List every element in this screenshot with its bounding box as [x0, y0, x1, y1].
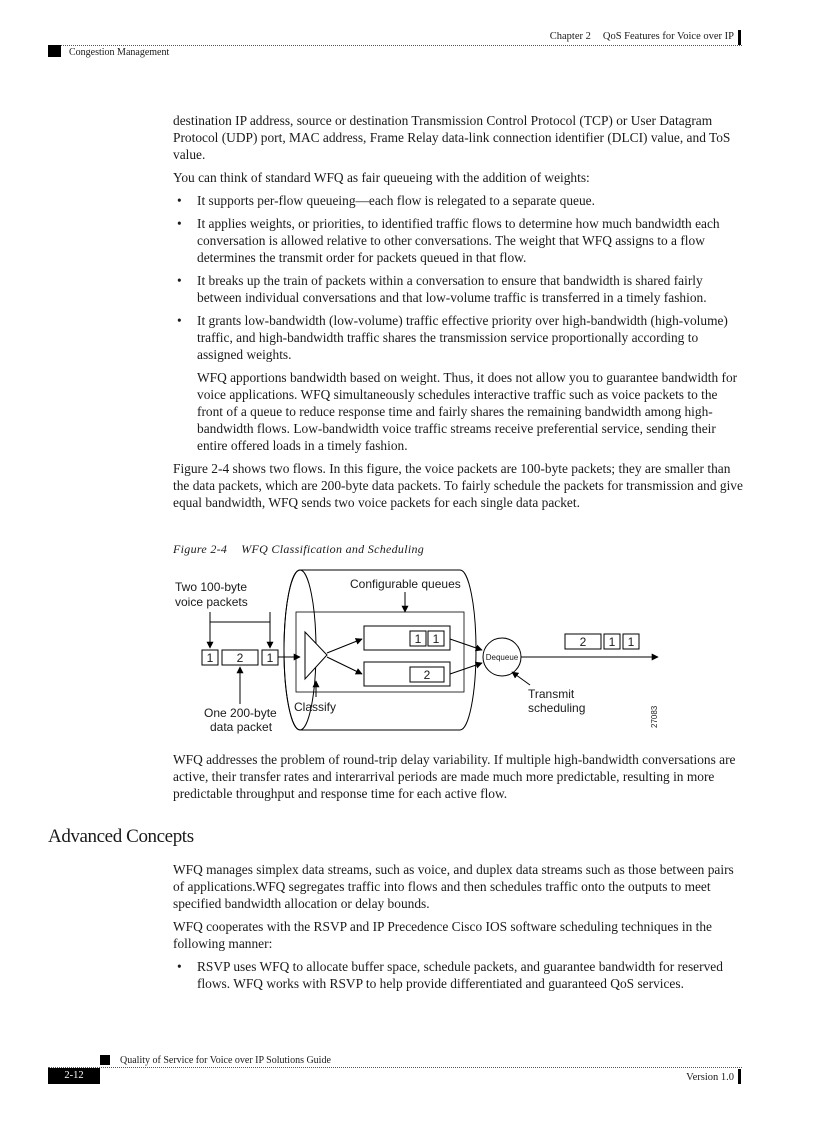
after-figure-paragraph: WFQ addresses the problem of round-trip delay variability. If multiple high-bandwidth conversations are active, their transfer rates and interarrival periods are made much more predictable, resulting in more predictable throughput and response time for each active flow.	[173, 752, 736, 801]
list-item: • It applies weights, or priorities, to identified traffic flows to determine how much bandwidth each conversation is allowed relative to other conversations. The weight that WFQ assigns to a flow determines the transmit order for packets queued in that flow.	[173, 215, 743, 266]
classify-to-voice-arrow	[327, 639, 362, 653]
section-heading: Advanced Concepts	[48, 826, 194, 847]
dequeue-label: Dequeue	[485, 653, 519, 662]
list-item: • It breaks up the train of packets within a conversation to ensure that bandwidth is shared fairly between individual conversations and that low-volume traffic is transferred in a timely fashion.	[173, 272, 743, 306]
voice-to-dequeue-arrow	[450, 639, 482, 650]
section-paragraph: WFQ cooperates with the RSVP and IP Precedence Cisco IOS software scheduling techniques in the following manner:	[173, 919, 712, 951]
header-edge-bar	[738, 30, 741, 45]
figure-title: WFQ Classification and Scheduling	[241, 542, 425, 556]
body-text-after-figure	[173, 751, 743, 808]
data-to-dequeue-arrow	[450, 663, 482, 674]
guide-title: Quality of Service for Voice over IP Solutions Guide	[120, 1055, 331, 1066]
list-item: • RSVP uses WFQ to allocate buffer space, schedule packets, and guarantee bandwidth for reserved flows. WFQ works with RSVP to help provide differentiated and guaranteed QoS services.	[173, 958, 743, 992]
body-text-section	[173, 861, 743, 998]
voice-bracket	[210, 612, 270, 622]
section-paragraph: WFQ manages simplex data streams, such as voice, and duplex data streams such as those between pairs of applications.WFQ segregates traffic into flows and then schedules traffic onto the outputs to meet specified bandwidth allocation or delay bounds.	[173, 862, 734, 911]
intro-paragraph: destination IP address, source or destination Transmission Control Protocol (TCP) or User Datagram Protocol (UDP) port, MAC address, Frame Relay data-link connection identifier (DLCI) value, and ToS value.	[173, 113, 731, 162]
data-packet-label: One 200-byte	[204, 706, 277, 720]
list-item: • It supports per-flow queueing—each flow is relegated to a separate queue.	[173, 192, 743, 209]
header-rule	[48, 45, 742, 46]
lead-paragraph: You can think of standard WFQ as fair queueing with the addition of weights:	[173, 170, 590, 185]
page-number: 2-12	[48, 1068, 100, 1084]
figure-caption	[173, 542, 424, 557]
voice-packets-label: voice packets	[175, 595, 248, 609]
packet-label: 1	[608, 635, 616, 649]
running-header	[550, 31, 734, 42]
footer-edge-bar	[738, 1069, 741, 1084]
indented-paragraph: WFQ apportions bandwidth based on weight. Thus, it does not allow you to guarantee bandwidth for voice applications. WFQ simultaneously schedules interactive traffic such as voice packets to the front of a queue to reduce response time and fairly shares the remaining bandwidth among high-bandwidth flows. Low-bandwidth voice traffic streams receive preferential service, sending their entire offered loads in a timely fashion.	[197, 370, 738, 453]
classify-to-data-arrow	[327, 657, 362, 674]
packet-label: 1	[414, 632, 422, 646]
transmit-pointer-arrow	[512, 672, 530, 685]
wfq-diagram	[160, 560, 680, 740]
packet-label: 2	[423, 668, 431, 682]
packet-label: 2	[579, 635, 587, 649]
packet-label: 1	[206, 651, 214, 665]
version-label: Version 1.0	[686, 1072, 734, 1083]
packet-label: 2	[236, 651, 244, 665]
transmit-label: Transmit	[528, 687, 575, 701]
body-text-top	[173, 112, 743, 517]
rsvp-list	[173, 958, 743, 992]
data-packet-label: data packet	[210, 720, 273, 734]
transmit-label: scheduling	[528, 701, 586, 715]
chapter-title: QoS Features for Voice over IP	[602, 31, 734, 42]
wfq-features-list	[173, 192, 743, 363]
classify-label: Classify	[294, 700, 337, 714]
footer-marker	[100, 1055, 110, 1065]
packet-label: 1	[266, 651, 274, 665]
header-marker	[48, 45, 61, 57]
packet-label: 1	[627, 635, 635, 649]
wfq-diagram-svg	[160, 560, 680, 740]
packet-label: 1	[432, 632, 440, 646]
voice-packets-label: Two 100-byte	[175, 580, 248, 594]
queues-label: Configurable queues	[350, 577, 461, 591]
figure-number: Figure 2-4	[173, 542, 228, 556]
chapter-number: Chapter 2	[549, 31, 591, 42]
footer-rule	[48, 1067, 742, 1068]
figure-id: 27083	[650, 705, 659, 728]
section-running-title: Congestion Management	[69, 47, 170, 58]
list-item: • It grants low-bandwidth (low-volume) traffic effective priority over high-bandwidth (high-volume) traffic, and high-bandwidth traffic shares the transmission service proportionally according to assigned weights.	[173, 312, 743, 363]
figure-intro-paragraph: Figure 2-4 shows two flows. In this figure, the voice packets are 100-byte packets; they are smaller than the data packets, which are 200-byte data packets. To fairly schedule the packets for transmission and give equal bandwidth, WFQ sends two voice packets for each single data packet.	[173, 461, 743, 510]
